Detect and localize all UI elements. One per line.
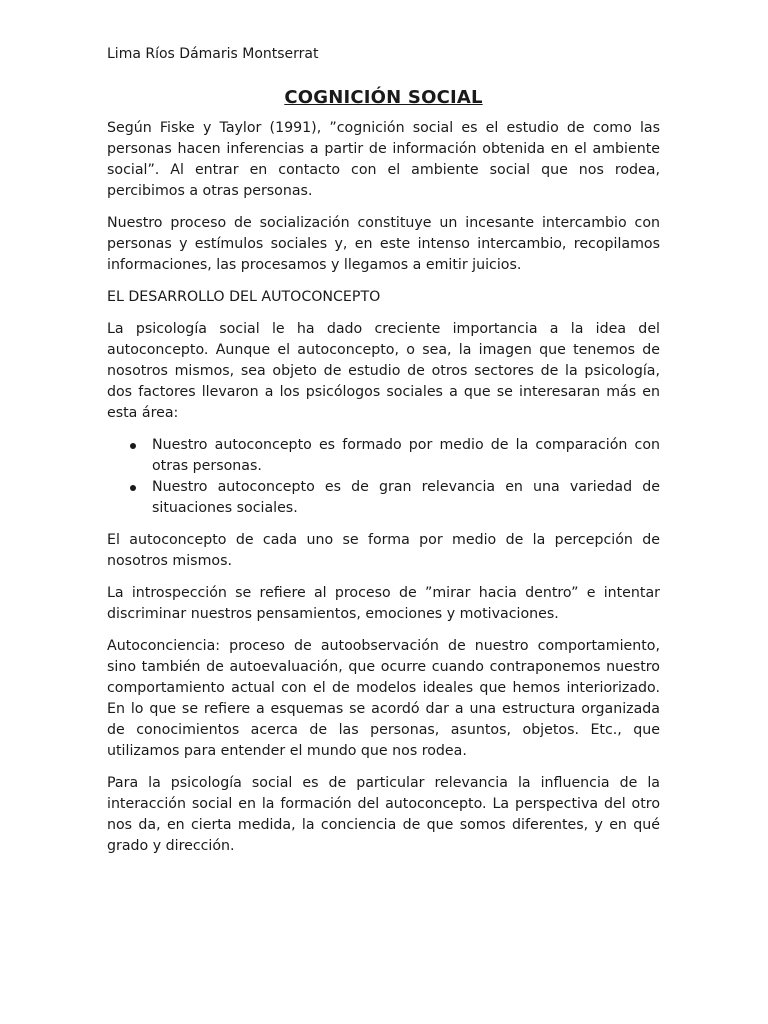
paragraph-definition: Según Fiske y Taylor (1991), ”cognición social es el estudio de como las personas hacen inferencias a partir de información obtenida en el ambiente social”. Al entrar en contacto con el ambiente social que nos rodea, percibimos a otras personas. <box>107 120 660 199</box>
paragraph-socialization: Nuestro proceso de socialización constituye un incesante intercambio con personas y estímulos sociales y, en este intenso intercambio, recopilamos informaciones, las procesamos y llegamos a emitir juicios. <box>107 215 660 273</box>
list-item <box>152 477 660 519</box>
author-name: Lima Ríos Dámaris Montserrat <box>107 46 319 62</box>
paragraph-autoconcepto: La psicología social le ha dado creciente importancia a la idea del autoconcepto. Aunque el autoconcepto, o sea, la imagen que tenemos de nosotros mismos, sea objeto de estudio de otros sectores de la psicología, dos factores llevaron a los psicólogos sociales a que se interesaran más en esta área: <box>107 321 660 421</box>
document-page <box>107 44 660 868</box>
bullet-list <box>107 435 660 519</box>
paragraph-interaccion: Para la psicología social es de particular relevancia la influencia de la interacción social en la formación del autoconcepto. La perspectiva del otro nos da, en cierta medida, la conciencia de que somos diferentes, y en qué grado y dirección. <box>107 775 660 854</box>
bullet-icon <box>130 443 136 449</box>
paragraph-percepcion: El autoconcepto de cada uno se forma por medio de la percepción de nosotros mismos. <box>107 532 660 569</box>
document-title: COGNICIÓN SOCIAL <box>284 87 483 108</box>
paragraph-autoconciencia: Autoconciencia: proceso de autoobservación de nuestro comportamiento, sino también de autoevaluación, que ocurre cuando contraponemos nuestro comportamiento actual con el de modelos ideales que hemos interiorizado. En lo que se refiere a esquemas se acordó dar a una estructura organizada de conocimientos acerca de las personas, asuntos, objetos. Etc., que utilizamos para entender el mundo que nos rodea. <box>107 638 660 759</box>
bullet-icon <box>130 485 136 491</box>
list-item <box>152 435 660 477</box>
list-item-text: Nuestro autoconcepto es formado por medio de la comparación con otras personas. <box>152 437 660 474</box>
paragraph-introspeccion: La introspección se refiere al proceso de ”mirar hacia dentro” e intentar discriminar nuestros pensamientos, emociones y motivaciones. <box>107 585 660 622</box>
list-item-text: Nuestro autoconcepto es de gran relevancia en una variedad de situaciones sociales. <box>152 479 660 516</box>
section-heading: EL DESARROLLO DEL AUTOCONCEPTO <box>107 289 381 305</box>
